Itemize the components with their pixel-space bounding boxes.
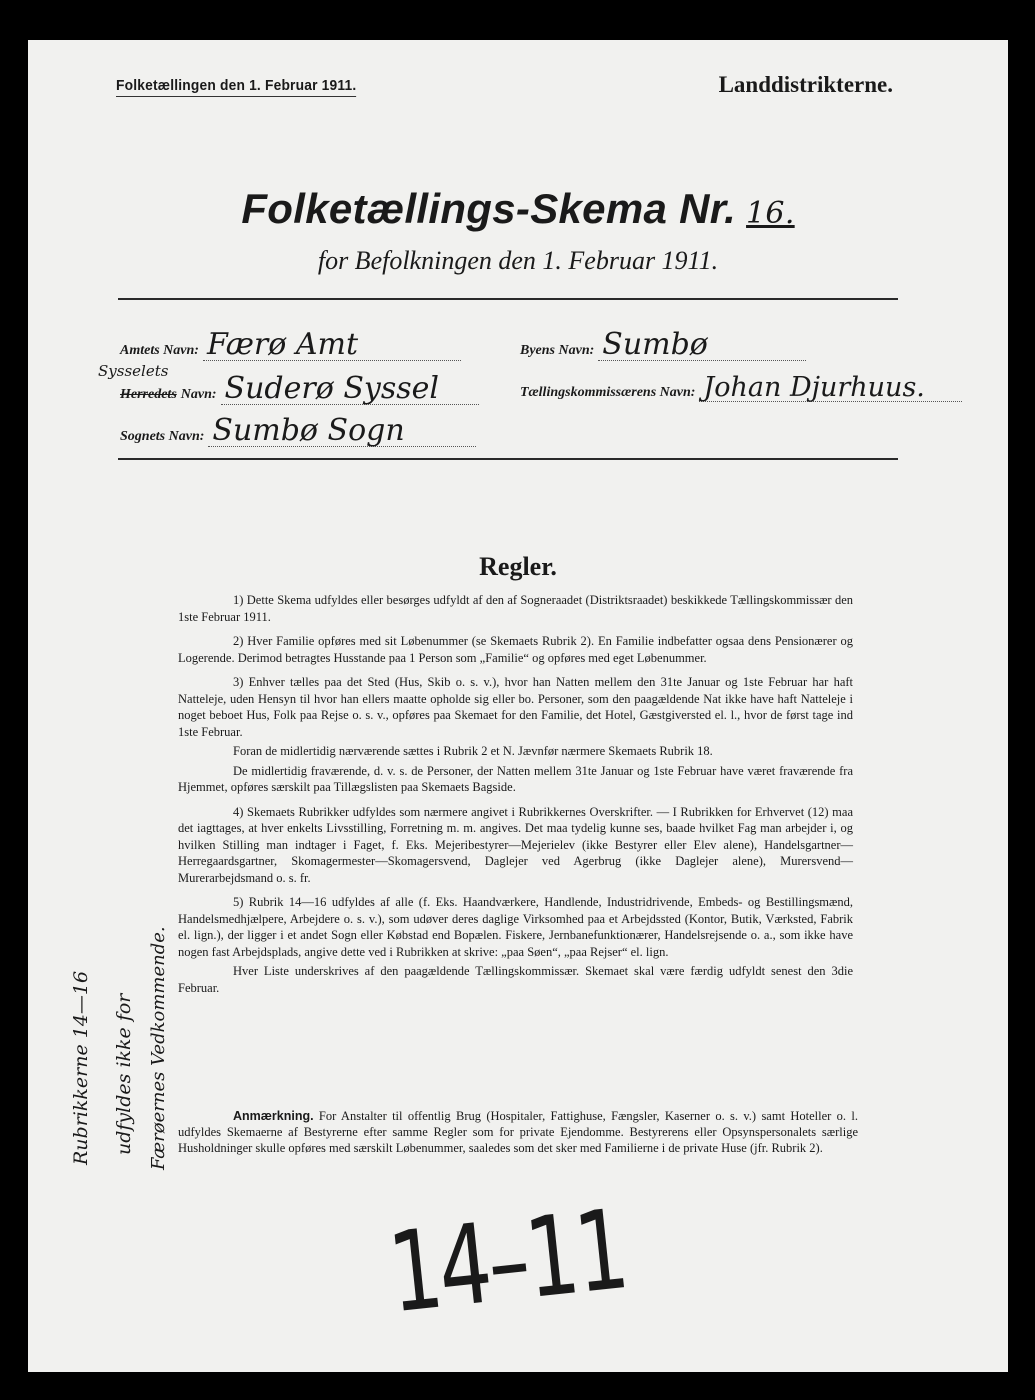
anmaerkning-text: For Anstalter til offentlig Brug (Hospitaler, Fattighuse, Fængsler, Kaserner o. s. v.) samt Hoteller o. l. udfyldes Skemaerne af Bestyrerne efter samme Regler som for private Ejendomme. Bestyrerens eller Opsynspersonalets særlige Husholdninger skulle opføres med særskilt Løbenummer, saaledes som det sker med Familierne i de private Huse (jfr. Rubrik 2). bbox=[178, 1109, 858, 1155]
margin-note-line-2: udfyldes ikke for bbox=[113, 993, 135, 1155]
form-number: 16. bbox=[746, 196, 795, 231]
kommissaer-value: Johan Djurhuus. bbox=[699, 374, 962, 402]
rules-title: Regler. bbox=[479, 552, 557, 581]
kommissaer-field bbox=[520, 374, 962, 402]
by-value: Sumbø bbox=[598, 330, 806, 361]
by-label: Byens Navn: bbox=[520, 343, 595, 358]
form-subtitle: for Befolkningen den 1. Februar 1911. bbox=[317, 246, 719, 275]
rule-paragraph: 4) Skemaets Rubrikker udfyldes som nærmere angivet i Rubrikkernes Overskrifter. — I Rubrikken for Erhvervet (12) maa det iagttages, at hver enkelts Livsstilling, Forretning m. m. angives. Det maa tydelig kunne ses, baade hvilket Fag man arbejder i, og hvilken Stilling man indtager i Faget, f. Eks. Mejeribestyrer—Mejerielev (ikke Bestyrer eller Elev alene), Handelsgartner—Herregaardsgartner, Skomagermester—Skomagersvend, Daglejer ved Agerbrug (ikke Daglejer alene), Murersvend—Murerarbejdsmand o. s. fr. bbox=[178, 804, 853, 885]
herred-field bbox=[120, 371, 479, 406]
rule-paragraph: Foran de midlertidig nærværende sættes i Rubrik 2 et N. Jævnfør nærmere Skemaets Rubrik 18. bbox=[233, 744, 713, 758]
margin-note-line-3: Færøernes Vedkommende. bbox=[148, 926, 169, 1170]
header-right: Landdistrikterne. bbox=[718, 72, 893, 97]
amt-value: Færø Amt bbox=[203, 330, 461, 361]
by-field bbox=[520, 327, 806, 362]
form-title-text: Folketællings-Skema Nr. bbox=[241, 185, 737, 232]
census-form-page bbox=[28, 40, 1008, 1372]
rule-paragraph: 5) Rubrik 14—16 udfyldes af alle (f. Eks. Haandværkere, Handlende, Industridrivende, Embeds- og Bestillingsmænd, Handelsmedhjælpere, Arbejdere o. s. v.), som udøver deres daglige Virksomhed paa et Arbejdssted (Kontor, Butik, Værksted, Fabrik el. lign.), der ligger i et andet Sogn eller Købstad end Bopælen. Fiskere, Jernbanefunktionærer, Handelsrejsende o. a., som ikke have nogen fast Arbejdsplads, angive dette ved i Rubrikken at skrive: „paa Søen“, „paa Rejser“ el. lign. bbox=[178, 895, 853, 959]
divider-top bbox=[118, 298, 898, 300]
rule-paragraph: Hver Liste underskrives af den paagældende Tællingskommissær. Skemaet skal være færdig udfyldt senest den 3die Februar. bbox=[178, 964, 853, 995]
kommissaer-label: Tællingskommissærens Navn: bbox=[520, 385, 696, 400]
sogn-field bbox=[120, 413, 476, 448]
anmaerkning bbox=[178, 1108, 858, 1156]
handwritten-number: 14–11 bbox=[383, 1185, 632, 1338]
divider-bottom bbox=[118, 458, 898, 460]
margin-note-line-1: Rubrikkerne 14—16 bbox=[70, 970, 92, 1165]
amt-field bbox=[120, 327, 461, 362]
herred-label: Navn: bbox=[180, 387, 217, 402]
herred-label-struck: Herredets bbox=[120, 387, 177, 402]
amt-label: Amtets Navn: bbox=[120, 343, 199, 358]
rule-paragraph: 2) Hver Familie opføres med sit Løbenummer (se Skemaets Rubrik 2). En Familie indbefatter ogsaa dens Pensionærer og Logerende. Derimod betragtes Husstande paa 1 Person som „Familie“ og opføres med eget Løbenummer. bbox=[178, 634, 853, 665]
rule-paragraph: De midlertidig fraværende, d. v. s. de Personer, der Natten mellem 31te Januar og 1ste Februar have været fraværende fra Hjemmet, opføres særskilt paa Tillægslisten paa Skemaets Bagside. bbox=[178, 763, 853, 794]
rule-paragraph: 1) Dette Skema udfyldes eller besørges udfyldt af den af Sogneraadet (Distriktsraadet) beskikkede Tællingskommissær den 1ste Februar 1911. bbox=[178, 593, 853, 624]
sogn-value: Sumbø Sogn bbox=[208, 416, 476, 447]
anmaerkning-label: Anmærkning. bbox=[233, 1109, 314, 1123]
sogn-label: Sognets Navn: bbox=[120, 429, 205, 444]
rule-paragraph: 3) Enhver tælles paa det Sted (Hus, Skib o. s. v.), hvor han Natten mellem den 31te Januar og 1ste Februar har haft Natteleje, uden Hensyn til hvor han ellers maatte opholde sig eller bo. Personer, som den paagældende Nat ikke have haft Natteleje i noget beboet Hus, Folk paa Rejse o. s. v., opføres paa Skemaet for den Familie, det Hotel, Gæstgiversted el. l., hvor de først tage ind 1ste Februar. bbox=[178, 675, 853, 739]
rules-text bbox=[178, 592, 853, 1004]
herred-margin-note: Sysselets bbox=[98, 362, 169, 380]
header-left: Folketællingen den 1. Februar 1911. bbox=[116, 77, 356, 97]
form-title bbox=[28, 185, 1008, 233]
herred-value: Suderø Syssel bbox=[221, 374, 479, 405]
